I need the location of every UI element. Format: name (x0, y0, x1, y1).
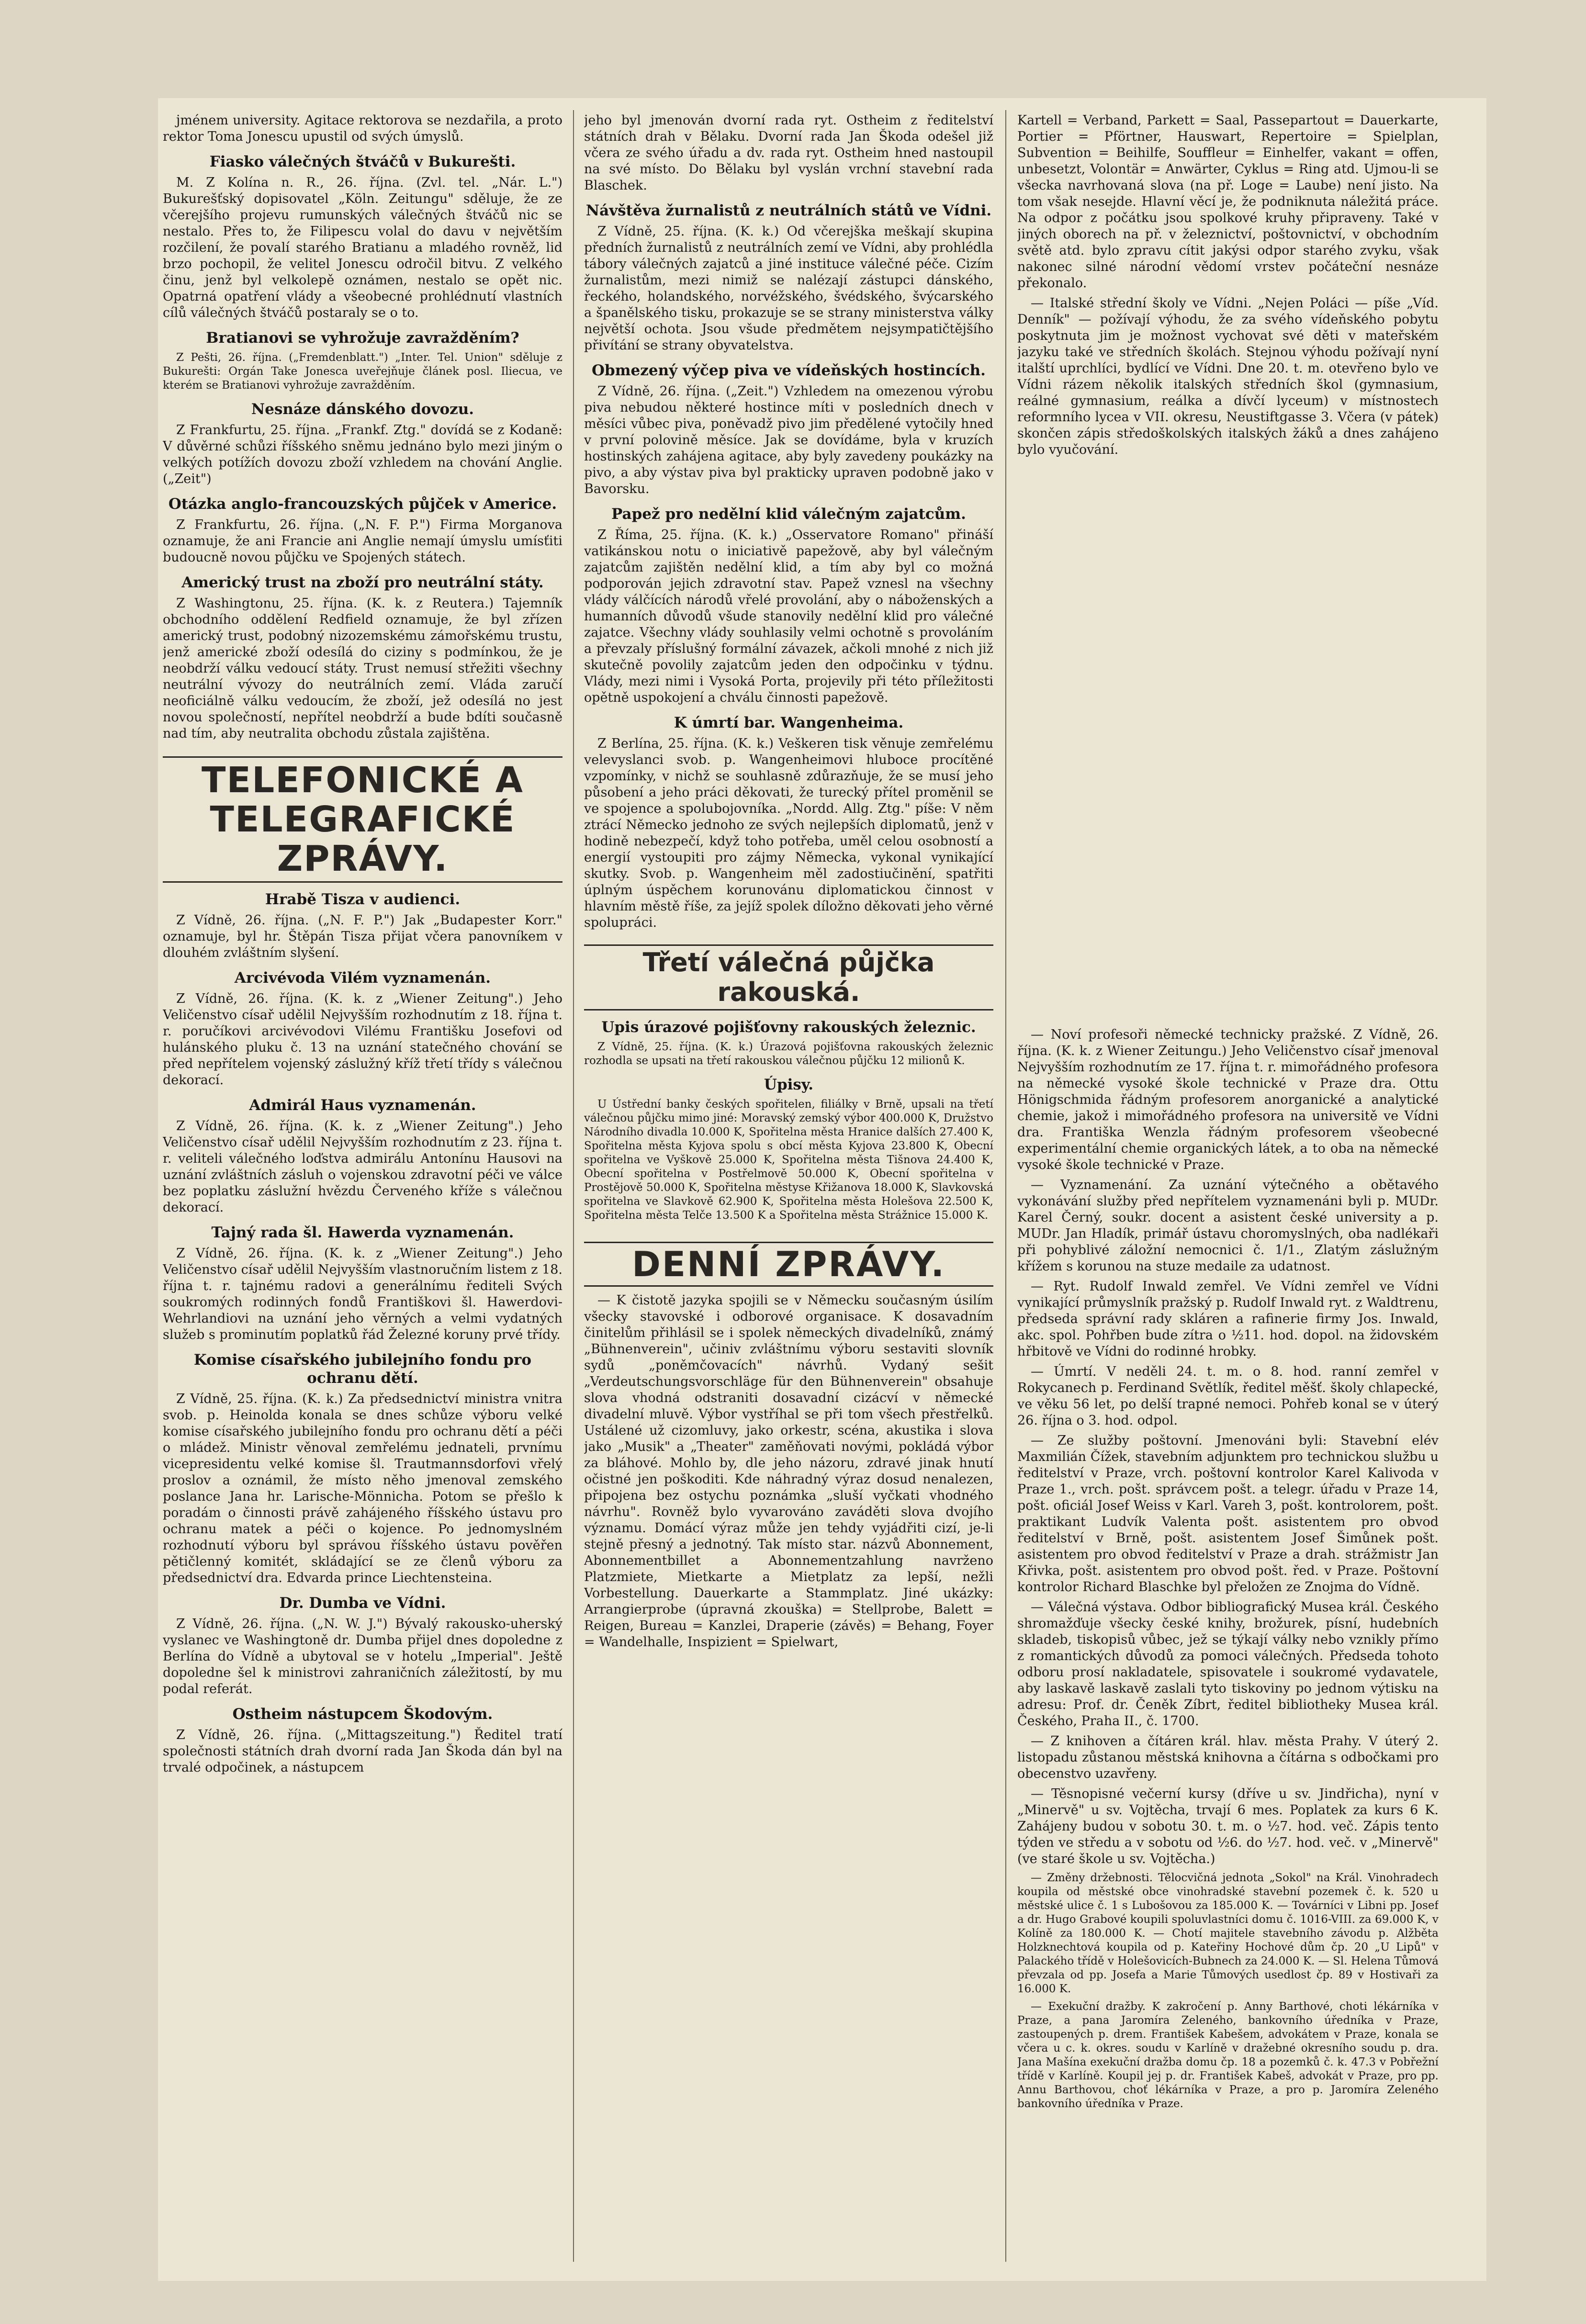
column-rule (1005, 110, 1006, 2262)
article-text: M. Z Kolína n. R., 26. října. (Zvl. tel. „Nár. L.") Bukurešťský dopisovatel „Köln. Zeitungu" sděluje, že ze včerejšího projevu rumunských válečných štváčů nic se nestalo. Přes to, že Filipescu volal do davu v největším rozčilení, že povalí starého Bratianu a mladého rovněž, lid brzo pochopil, že velitel Jonescu odročil bitvu. Z velkého činu, jenž byl velkolepě oznámen, nestalo se opět nic. Opatrná opatření vlády a všeobecné prohlédnutí vlastních cílů válečných štváčů postaraly se o to. (163, 175, 562, 320)
article-text: Z Vídně, 26. října. („Mittagszeitung.") Ředitel tratí společnosti státních drah dvorní rada Jan Škoda dán byl na trvalé odpočinek, a nástupcem (163, 1728, 562, 1775)
article-text: Z Frankfurtu, 26. října. („N. F. P.") Firma Morganova oznamuje, že ani Francie ani Anglie nemají úmyslu umísťiti budoucně novou půjčku ve Spojených státech. (163, 517, 562, 565)
column-rule (573, 110, 574, 2262)
article-text: U Ústřední banky českých spořitelen, filiálky v Brně, upsali na třetí válečnou půjčku mimo jiné: Moravský zemský výbor 400.000 K, Družstvo Národního divadla 10.000 K, Spořitelna města Hranice dalších 27.400 K, Spořitelna města Kyjova spolu s obcí města Kyjova 23.800 K, Obecní spořitelna ve Vyškově 25.000 K, Spořitelna města Tišnova 24.400 K, Obecní spořitelna v Postřelmově 50.000 K, Obecní spořitelna v Prostějově 50.000 K, Spořitelna městyse Křižanova 18.000 K, Slavkovská spořitelna ve Slavkově 62.900 K, Spořitelna města Holešova 22.500 K, Spořitelna města Telče 13.500 K a Spořitelna města Strážnice 15.000 K. (584, 1098, 993, 1222)
article-text: Z Pešti, 26. října. („Fremdenblatt.") „Inter. Tel. Union" sděluje z Bukurešti: Orgán Take Jonesca uveřejňuje článek posl. Iliecua, ve kterém se Bratianovi vyhrožuje zavražděním. (163, 351, 562, 392)
section-banner: DENNÍ ZPRÁVY. (584, 1242, 993, 1287)
column-2 (584, 112, 993, 2267)
article-text: jménem university. Agitace rektorova se nezdařila, a proto rektor Toma Jonescu upustil od svých úmyslů. (163, 113, 562, 144)
article-headline: Nesnáze dánského dovozu. (251, 401, 474, 418)
article-headline: K úmrtí bar. Wangenheima. (674, 714, 904, 731)
article-text: Z Vídně, 25. října. (K. k.) Za předsednictví ministra vnitra svob. p. Heinolda konala se dnes schůze výboru velké komise císařského jubilejního fondu pro ochranu dětí a péči o mládež. Ministr věnoval zemřelému jednateli, prvnímu vicepresidentu velké komise šl. Trautmannsdorfovi vřelý proslov a oznámil, že místo něho jmenoval zemského poslance Jana hr. Larische-Mönnicha. Potom se přešlo k poradám o činnosti právě zahájeného říšského ústavu pro ochranu matek a péči o kojence. Po jednomyslném rozhodnutí výboru byl správou říšského ústavu pověřen pětičlenný komitét, skládající se ze členů výboru za předsednictví dra. Edvarda prince Liechtensteina. (163, 1392, 562, 1585)
newspaper-page (158, 98, 1486, 2281)
article-headline: Návštěva žurnalistů z neutrálních států ve Vídni. (585, 202, 992, 219)
blank-space (1017, 462, 1439, 1027)
article-text: Z Vídně, 26. října. (K. k. z „Wiener Zeitung".) Jeho Veličenstvo císař udělil Nejvyšším rozhodnutím z 18. října t. r. poručíkovi arcivévodovi Vilému Františku Josefovi od hulánského pluku č. 13 na uznání statečného chování se před nepřítelem vojenský záslužný kříž třetí třídy s válečnou dekorací. (163, 991, 562, 1088)
article-text: — Ze služby poštovní. Jmenováni byli: Stavební elév Maxmilián Čížek, stavebním adjunktem pro technickou službu u ředitelství v Praze, vrch. poštovní kontrolor Karel Kalivoda v Praze 1., vrch. pošt. správcem pošt. a telegr. úřadu v Praze 14, pošt. oficiál Josef Weiss v Karl. Vareh 3, pošt. kontrolorem, pošt. praktikant Ludvík Valenta pošt. asistentem pro obvod ředitelství v Brně, pošt. asistentem Josef Šimůnek pošt. asistentem pro obvod ředitelství v Praze a drah. strážmistr Jan Křivka, pošt. asistentem pro obvod pošt. řed. v Praze. Poštovní kontrolor Richard Blaschke byl přeložen ze Znojma do Vídně. (1017, 1433, 1439, 1594)
article-text: — Italské střední školy ve Vídni. „Nejen Poláci — píše „Víd. Denník" — požívají výhodu, že za svého vídeňského pobytu poskytnuta jim je možnost vychovat své děti v mateřském jazyku také ve středních školách. Stejnou výhodu požívají nyní italští uprchlíci, bydlící ve Vídni. Dne 20. t. m. otevřeno bylo ve Vídni rázem několik italských středních škol (gymnasium, reálné gymnasium, reálka a dívčí lyceum) v místnostech reformního lycea v VII. okresu, Neustiftgasse 3. Včera (v pátek) skončen zápis středoškolských italských žáků a dnes zahájeno bylo vyučování. (1017, 296, 1439, 457)
article-text: Z Vídně, 25. října. (K. k.) Od včerejška meškají skupina předních žurnalistů z neutrálních zemí ve Vídni, aby prohlédla tábory válečných zajatců a jiné instituce válečné péče. Cizím žurnalistům, mezi nimiž se nalézají zástupci dánského, řeckého, holandského, norvéžského, švédského, švýcarského a španělského tisku, prokazuje se se strany ministerstva války největší ochota. Jsou všude předmětem nejsympatičtějšího přivítání se strany obyvatelstva. (584, 224, 993, 353)
article-headline: Úpisy. (764, 1076, 814, 1093)
article-headline: Papež pro nedělní klid válečným zajatcům. (611, 505, 966, 523)
column-1 (163, 112, 562, 2267)
article-text: — Válečná výstava. Odbor bibliografický Musea král. Českého shromažďuje všecky české knihy, brožurek, písní, hudebních skladeb, tiskopisů vůbec, jež se týkají války nebo vznikly přímo z romantických důvodů za pomoci válečných. Předseda tohoto odboru prosí nakladatele, spisovatele i soukromé vydavatele, aby laskavě laskavě zaslali tyto tiskoviny po jednom výtisku na adresu: Prof. dr. Čeněk Zíbrt, ředitel bibliotheky Musea král. Českého, Praha II., č. 1700. (1017, 1600, 1439, 1729)
article-headline: Arcivévoda Vilém vyznamenán. (234, 969, 491, 987)
article-text: — K čistotě jazyka spojili se v Německu současným úsilím všecky stavovské i odborové organisace. K dosavadním činitelům přihlásil se i spolek německých divadelníků, známý „Bühnenverein", učiniv zvláštnímu výboru sestaviti slovník sydů „poněmčovacích" návrhů. Vydaný sešit „Verdeutschungsvorschläge für den Bühnenverein" obsahuje slova vhodná odstraniti dosavadní cizácví v německé divadelní mluvě. Výbor vystříhal se při tom všech přestřelků. Ustálené už cizomluvy, jako orkestr, scéna, akustika i slova jako „Musik" a „Theater" zaměňovati novými, pokládá výbor za bláhové. Mohlo by, dle jeho názoru, zdravé jinak hnutí očistné jen poškoditi. Kde náhradný výraz dosud nenalezen, připojena bez ostychu poznámka „sluší vyčkati vhodného návrhu". Rovněž bylo vyvarováno zaváděti slova dvojího významu. Domácí výraz může jen tehdy vyjádřiti cizí, je-li stejně přesný a jednotný. Tak místo star. názvů Abonnement, Abonnementbillet a Abonnementzahlung navrženo Platzmiete, Mietkarte a Mietplatz za lepší, nežli Vorbestellung. Dauerkarte a Stammplatz. Jiné ukázky: Arrangierprobe (úpravná zkouška) = Stellprobe, Balett = Reigen, Bureau = Kanzlei, Draperie (závěs) = Behang, Foyer = Wandelhalle, Inspizient = Spielwart, (584, 1293, 993, 1650)
article-text: — Těsnopisné večerní kursy (dříve u sv. Jindřicha), nyní v „Minervě" u sv. Vojtěcha, trvají 6 mes. Poplatek za kurs 6 K. Zahájeny budou v sobotu 30. t. m. o ½7. hod. več. Zápis tento týden ve středu a v sobotu od ½6. do ½7. hod. več. v „Minervě" (ve staré škole u sv. Vojtěcha.) (1017, 1786, 1439, 1866)
article-text: Z Vídně, 26. října. („N. W. J.") Bývalý rakousko-uherský vyslanec ve Washingtoně dr. Dumba přijel dnes dopoledne z Berlína do Vídně a ubytoval se v hotelu „Imperial". Ještě dopoledne šel k ministrovi zahraničních záležitostí, by mu podal referát. (163, 1617, 562, 1696)
section-banner: Třetí válečná půjčka rakouská. (584, 944, 993, 1010)
article-headline: Tajný rada šl. Hawerda vyznamenán. (211, 1224, 514, 1241)
article-headline: Ostheim nástupcem Škodovým. (232, 1706, 493, 1723)
article-text: Kartell = Verband, Parkett = Saal, Passepartout = Dauerkarte, Portier = Pförtner, Hauswart, Repertoire = Spielplan, Subvention = Beihilfe, Souffleur = Einhelfer, vakant = offen, unbesetzt, Volontär = Anwärter, Cyklus = Ring atd. Ujmou-li se všecka navrhovaná slova (na př. Loge = Laube) není jisto. Na tom však nesejde. Hlavní věcí je, že podniknuta náležitá práce. Na odpor z počátku jsou spolkové kruhy připraveny. Také v jiných oborech na př. v železnictví, poštovnictví, v obchodním světě atd. bylo zpravu cítit jakýsi odpor starého zvyku, však nakonec silné národní vědomí vrstev počáteční nesnáze překonalo. (1017, 113, 1439, 291)
article-text: Z Vídně, 26. října. (K. k. z „Wiener Zeitung".) Jeho Veličenstvo císař udělil Nejvyšším rozhodnutím z 23. října t. r. veliteli válečného loďstva admirálu Antonínu Hausovi na uznání zvláštních zásluh o vojenskou zdravotní péči ve válce bez poplatku záslužní hvězdu Červeného kříže s válečnou dekorací. (163, 1119, 562, 1215)
article-headline: Dr. Dumba ve Vídni. (279, 1594, 446, 1612)
article-text: — Noví profesoři německé technicky pražské. Z Vídně, 26. října. (K. k. z Wiener Zeitungu.) Jeho Veličenstvo císař jmenoval Nejvyšším rozhodnutím ze 17. října t. r. mimořádného profesora na německé vysoké škole technické v Praze dra. Ottu Hönigschmida řádným profesorem anorganické a analytické chemie, jakož i mimořádného profesora na universitě ve Vídni dra. Františka Wenzla řádným profesorem všeobecné experimentální chemie organických látek, a to oba na německé vysoké škole technické v Praze. (1017, 1027, 1439, 1172)
article-headline: Fiasko válečných štváčů v Bukurešti. (209, 153, 516, 170)
column-3 (1017, 112, 1439, 2267)
article-headline: Bratianovi se vyhrožuje zavražděním? (206, 329, 519, 347)
article-text: — Změny držebnosti. Tělocvičná jednota „Sokol" na Král. Vinohradech koupila od městské obce vinohradské stavební pozemek č. k. 520 u městské ulice č. 1 s Lubošovou za 185.000 K. — Továrníci v Libni pp. Josef a dr. Hugo Grabové koupili spoluvlastníci domu č. 1016-VIII. za 69.000 K, v Kolíně za 180.000 K. — Chotí majitele stavebního závodu p. Alžběta Holzknechtová koupila od p. Kateřiny Hochové dům čp. 20 „U Lipů" v Palackého třídě v Holešovicích-Bubnech za 24.000 K. — Sl. Helena Tůmová převzala od pp. Josefa a Marie Tůmových usedlost čp. 89 v Hostivaři za 16.000 K. (1017, 1872, 1439, 1995)
article-text: Z Berlína, 25. října. (K. k.) Veškeren tisk věnuje zemřelému velevyslanci svob. p. Wangenheimovi hluboce procítěné vzpomínky, v nichž se souhlasně zdůrazňuje, že se musí jeho působení a jeho práci děkovati, že turecký přítel proměnil se ve spojence a spolubojovníka. „Nordd. Allg. Ztg." píše: V něm ztrácí Německo jednoho ze svých nejlepších diplomatů, jenž v hodině nebezpečí, když toho potřeba, uměl celou osobností a energií vystoupiti pro zájmy Německa, vykonal vynikající skutky. Svob. p. Wangenheim měl zadostiučinění, spatřiti úplným úspěchem korunovánu diplomatickou činnost v hlavním městě říše, za jejíž spolek díložno děkovati jeho věrné spolupráci. (584, 736, 993, 930)
article-text: Z Vídně, 25. října. (K. k.) Úrazová pojišťovna rakouských železnic rozhodla se upsati na třetí rakouskou válečnou půjčku 12 milionů K. (584, 1041, 993, 1067)
article-text: Z Vídně, 26. října. („N. F. P.") Jak „Budapester Korr." oznamuje, byl hr. Štěpán Tisza přijat včera panovníkem v dlouhém zvláštním slyšení. (163, 913, 562, 960)
article-text: Z Frankfurtu, 25. října. „Frankf. Ztg." dovídá se z Kodaně: V důvěrné schůzi říšského sněmu jednáno bylo mezi jiným o velkých potížích dovozu zboží vzhledem na chování Anglie. („Zeit") (163, 423, 562, 486)
article-text: — Úmrtí. V neděli 24. t. m. o 8. hod. ranní zemřel v Rokycanech p. Ferdinand Světlík, ředitel měšť. školy chlapecké, ve věku 56 let, po delší trapné nemoci. Pohřeb konal se v úterý 26. října o 3. hod. odpol. (1017, 1364, 1439, 1428)
article-headline: Obmezený výčep piva ve vídeňských hostincích. (592, 362, 986, 379)
article-text: Z Vídně, 26. října. („Zeit.") Vzhledem na omezenou výrobu piva nebudou některé hostince míti v posledních dnech v měsíci vůbec piva, poněvadž pivo jim předělené vytočily hned v první polovině měsíce. Jak se dovídáme, byla v kruzích hostinských zahájena agitace, aby byly zavedeny poukázky na pivo, a aby výstav piva byl prakticky upraven podobně jako v Bavorsku. (584, 384, 993, 496)
article-text: — Z knihoven a čítáren král. hlav. města Prahy. V úterý 2. listopadu zůstanou městská knihovna a čítárna s odbočkami pro obecenstvo uzavřeny. (1017, 1734, 1439, 1781)
article-text: — Vyznamenání. Za uznání výtečného a obětavého vykonávání služby před nepřítelem vyznamenáni byli p. MUDr. Karel Černý, soukr. docent a asistent české university a p. MUDr. Jan Hladík, primář ústavu choromyslných, oba nadlékaři při pohyblivé záložní nemocnici č. 1/1., Zlatým záslužným křížem s korunou na stuze medaile za udatnost. (1017, 1178, 1439, 1274)
section-banner: TELEFONICKÉ A TELEGRAFICKÉ ZPRÁVY. (163, 756, 562, 883)
article-headline: Americký trust na zboží pro neutrální státy. (181, 574, 544, 591)
article-text: Z Washingtonu, 25. října. (K. k. z Reutera.) Tajemník obchodního oddělení Redfield oznamuje, že byl zřízen americký trust, podobný nizozemskému zámořskému trustu, jenž americké zboží odesílá do ciziny s podmínkou, že je neobdrží válku vedoucí státy. Trust nemusí střežiti všechny neutrální vývozy do neutrálních zemí. Vláda zaručí neoficiálně válku vedoucím, že zboží, jež odesílá no jest novou společností, nepřítel neobdrží a bude bdíti současně nad tím, aby neutralita obchodu zůstala zajištěna. (163, 596, 562, 741)
article-headline: Otázka anglo-francouzských půjček v Americe. (168, 495, 557, 513)
article-text: — Exekuční dražby. K zakročení p. Anny Barthové, choti lékárníka v Praze, a pana Jaromíra Zeleného, bankovního úředníka v Praze, zastoupených p. drem. František Kabešem, advokátem v Praze, konala se včera u c. k. okres. soudu v Karlíně v dražebné okresního soudu p. dra. Jana Mašína exekuční dražba domu čp. 18 a pozemků č. k. 47.3 v Pobřežní třídě v Karlíně. Koupil jej p. dr. František Kabeš, advokát v Praze, pro pp. Annu Barthovou, choť lékárníka v Praze, a pro p. Jaromíra Zeleného bankovního úředníka v Praze. (1017, 2000, 1439, 2110)
article-text: Z Vídně, 26. října. (K. k. z „Wiener Zeitung".) Jeho Veličenstvo císař udělil Nejvyšším vlastnoručním listem z 18. října t. r. tajnému radovi a generálnímu řediteli Svých soukromých rodinných fondů Františkovi šl. Hawerdovi-Wehrlandiovi na uznání jeho věrných a velmi vydatných služeb s prominutím poplatků řád Železné koruny prvé třídy. (163, 1246, 562, 1342)
article-headline: Hrabě Tisza v audienci. (265, 891, 461, 908)
article-text: Z Říma, 25. října. (K. k.) „Osservatore Romano" přináší vatikánskou notu o iniciativě papežově, aby byl válečným zajatcům zajištěn nedělní klid, a tím aby byl co možná podporován jejich zdravotní stav. Papež vznesl na všechny vlády válčících národů vřelé provolání, aby o náboženských a humanních důvodů všude stanovily nedělní klid pro válečné zajatce. Všechny vlády souhlasily velmi ochotně s provoláním a převzaly příslušný formální závazek, ačkoli mnohé z nich již skutečně povolily zajatcům jeden den odpočinku v týdnu. Vlády, mezi nimi i Vysoká Porta, projevily při této příležitosti opětně uspokojení a chválu činnosti papežově. (584, 528, 993, 705)
article-headline: Komise císařského jubilejního fondu pro ochranu dětí. (193, 1351, 532, 1387)
article-headline: Admirál Haus vyznamenán. (249, 1097, 476, 1114)
article-headline: Upis úrazové pojišťovny rakouských železnic. (601, 1019, 976, 1036)
article-text: — Ryt. Rudolf Inwald zemřel. Ve Vídni zemřel ve Vídni vynikající průmyslník pražský p. Rudolf Inwald ryt. z Waldtrenu, předseda správní rady skláren a rafinerie firmy Jos. Inwald, akc. spol. Pohřben bude zítra o ½11. hod. dopol. na židovském hřbitově ve Vídni do rodinné hrobky. (1017, 1279, 1439, 1359)
article-text: jeho byl jmenován dvorní rada ryt. Ostheim z ředitelství státních drah v Bělaku. Dvorní rada Jan Škoda odešel již včera ze svého úřadu a dv. rada ryt. Ostheim hned nastoupil na své místo. Do Bělaku byl vyslán vrchní stavební rada Blaschek. (584, 113, 993, 193)
